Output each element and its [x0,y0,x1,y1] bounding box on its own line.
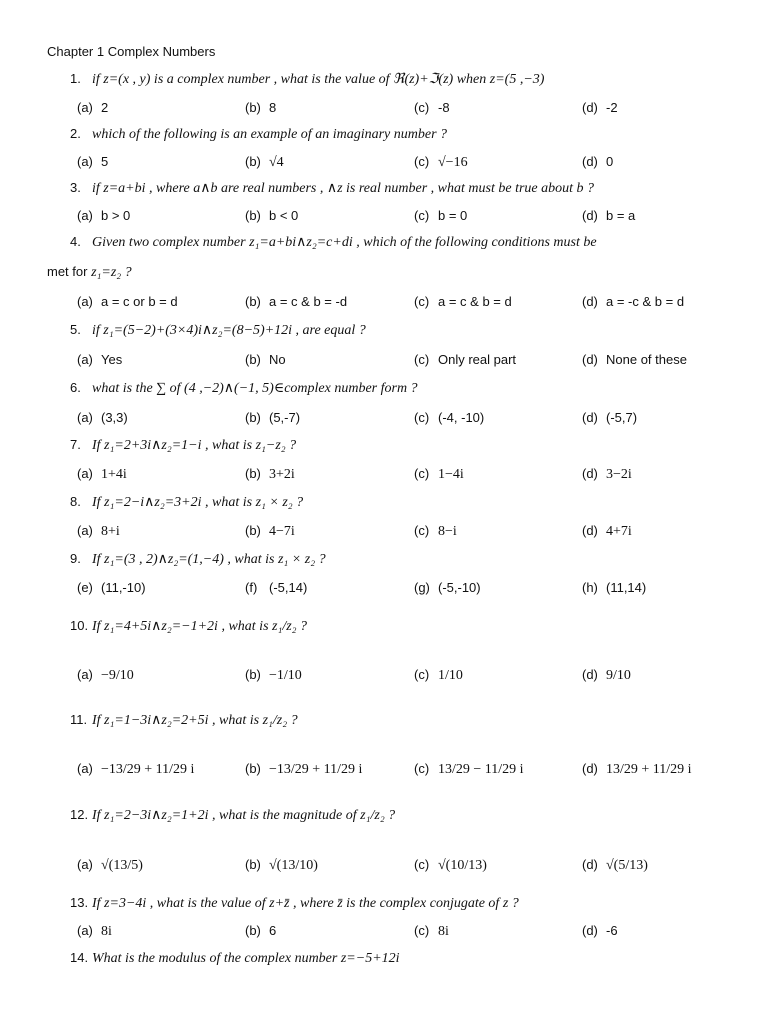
option-b[interactable]: (b) √(13/10) [245,857,318,873]
question-text: Given two complex number z₁=a+bi∧z₂=c+di , which of the following conditions must be [92,235,597,250]
question-5: 5. if z₁=(5−2)+(3×4)i∧z₂=(8−5)+12i , are equal ? [70,322,366,338]
options-8 [77,523,757,543]
option-d[interactable]: (d) None of these [582,352,687,367]
option-c[interactable]: (c) a = c & b = d [414,294,512,309]
question-4-continuation: met for z₁=z₂ ? [47,264,132,280]
option-d[interactable]: (d) 0 [582,154,614,169]
question-3: 3. if z=a+bi , where a∧b are real numbers , ∧z is real number , what must be true about b ? [70,180,595,196]
option-b[interactable]: (b) √4 [245,154,284,170]
question-text: if z=(x , y) is a complex number , what is the value of ℜ(z)+ℑ(z) when z=(5 ,−3) [92,72,545,87]
option-c[interactable]: (c) -8 [414,100,450,115]
question-text: If z₁=4+5i∧z₂=−1+2i , what is z₁/z₂ ? [92,619,308,634]
question-text: If z=3−4i , what is the value of z+z̄ , where z̄ is the complex conjugate of z ? [92,896,519,911]
option-d[interactable]: (d) √(5/13) [582,857,648,873]
option-b[interactable]: (b) No [245,352,286,367]
option-a[interactable]: (a) Yes [77,352,123,367]
option-a[interactable]: (a) a = c or b = d [77,294,178,309]
question-14: 14. What is the modulus of the complex number z=−5+12i [70,950,400,966]
question-text: If z₁=(3 , 2)∧z₂=(1,−4) , what is z₁ × z₂ ? [92,552,326,567]
option-c[interactable]: (c) 8−i [414,523,457,539]
option-a[interactable]: (a) −9/10 [77,667,134,683]
question-text: If z₁=1−3i∧z₂=2+5i , what is z₁/z₂ ? [92,713,298,728]
option-g[interactable]: (g) (-5,-10) [414,580,481,595]
option-a[interactable]: (a) 2 [77,100,109,115]
options-10 [77,667,757,687]
question-text: if z₁=(5−2)+(3×4)i∧z₂=(8−5)+12i , are equal ? [92,323,366,338]
options-12 [77,857,757,877]
question-8: 8. If z₁=2−i∧z₂=3+2i , what is z₁ × z₂ ? [70,494,304,510]
question-text: if z=a+bi , where a∧b are real numbers , ∧z is real number , what must be true about b ? [92,181,595,196]
option-b[interactable]: (b) 8 [245,100,277,115]
option-c[interactable]: (c) √−16 [414,154,468,170]
options-1 [77,100,757,120]
options-6 [77,410,757,430]
option-b[interactable]: (b) 6 [245,923,277,938]
option-a[interactable]: (a) b > 0 [77,208,131,223]
option-d[interactable]: (d) (-5,7) [582,410,638,425]
options-11 [77,761,757,781]
options-5 [77,352,757,372]
question-7: 7. If z₁=2+3i∧z₂=1−i , what is z₁−z₂ ? [70,437,297,453]
option-d[interactable]: (d) -2 [582,100,618,115]
question-text: If z₁=2−3i∧z₂=1+2i , what is the magnitude of z₁/z₂ ? [92,808,396,823]
option-e[interactable]: (e) (11,-10) [77,580,146,595]
document-title: Chapter 1 Complex Numbers [47,44,216,59]
question-10: 10. If z₁=4+5i∧z₂=−1+2i , what is z₁/z₂ ? [70,618,308,634]
option-a[interactable]: (a) √(13/5) [77,857,143,873]
option-c[interactable]: (c) 1/10 [414,667,463,683]
question-13: 13. If z=3−4i , what is the value of z+z̄ , where z̄ is the complex conjugate of z ? [70,895,519,911]
question-2: 2. which of the following is an example of an imaginary number ? [70,126,448,142]
option-d[interactable]: (d) a = -c & b = d [582,294,685,309]
option-b[interactable]: (b) 4−7i [245,523,295,539]
option-a[interactable]: (a) 8+i [77,523,120,539]
question-text: If z₁=2+3i∧z₂=1−i , what is z₁−z₂ ? [92,438,297,453]
options-9 [77,580,757,600]
question-11: 11. If z₁=1−3i∧z₂=2+5i , what is z₁/z₂ ? [70,712,298,728]
option-a[interactable]: (a) 5 [77,154,109,169]
option-a[interactable]: (a) (3,3) [77,410,128,425]
option-a[interactable]: (a) 1+4i [77,466,127,482]
question-12: 12. If z₁=2−3i∧z₂=1+2i , what is the magnitude of z₁/z₂ ? [70,807,396,823]
option-d[interactable]: (d) b = a [582,208,636,223]
option-c[interactable]: (c) (-4, -10) [414,410,485,425]
option-a[interactable]: (a) 8i [77,923,112,939]
option-b[interactable]: (b) a = c & b = -d [245,294,348,309]
question-1 [70,71,544,88]
question-9: 9. If z₁=(3 , 2)∧z₂=(1,−4) , what is z₁ × z₂ ? [70,551,326,567]
option-c[interactable]: (c) 8i [414,923,449,939]
option-b[interactable]: (b) 3+2i [245,466,295,482]
option-b[interactable]: (b) b < 0 [245,208,299,223]
question-number: 1. [70,71,81,86]
option-d[interactable]: (d) 9/10 [582,667,631,683]
question-6: 6. what is the ∑ of (4 ,−2)∧(−1, 5)∈complex number form ? [70,380,418,396]
options-4 [77,294,757,314]
option-a[interactable]: (a) −13/29 + 11/29 i [77,761,195,777]
option-c[interactable]: (c) 13/29 − 11/29 i [414,761,524,777]
question-text: which of the following is an example of an imaginary number ? [92,127,448,142]
option-d[interactable]: (d) 3−2i [582,466,632,482]
option-b[interactable]: (b) −13/29 + 11/29 i [245,761,363,777]
question-4: 4. Given two complex number z₁=a+bi∧z₂=c+di , which of the following conditions must be [70,234,597,250]
option-c[interactable]: (c) √(10/13) [414,857,487,873]
option-b[interactable]: (b) −1/10 [245,667,302,683]
question-text: If z₁=2−i∧z₂=3+2i , what is z₁ × z₂ ? [92,495,304,510]
option-d[interactable]: (d) 13/29 + 11/29 i [582,761,692,777]
options-3 [77,208,757,228]
question-text: What is the modulus of the complex number z=−5+12i [92,951,400,966]
option-d[interactable]: (d) 4+7i [582,523,632,539]
options-2 [77,154,757,174]
option-f[interactable]: (f) (-5,14) [245,580,308,595]
options-7 [77,466,757,486]
option-b[interactable]: (b) (5,-7) [245,410,301,425]
question-text: what is the ∑ of (4 ,−2)∧(−1, 5)∈complex number form ? [92,381,418,396]
option-d[interactable]: (d) -6 [582,923,618,938]
option-c[interactable]: (c) 1−4i [414,466,464,482]
options-13 [77,923,757,943]
option-c[interactable]: (c) b = 0 [414,208,468,223]
option-h[interactable]: (h) (11,14) [582,580,647,595]
option-c[interactable]: (c) Only real part [414,352,517,367]
